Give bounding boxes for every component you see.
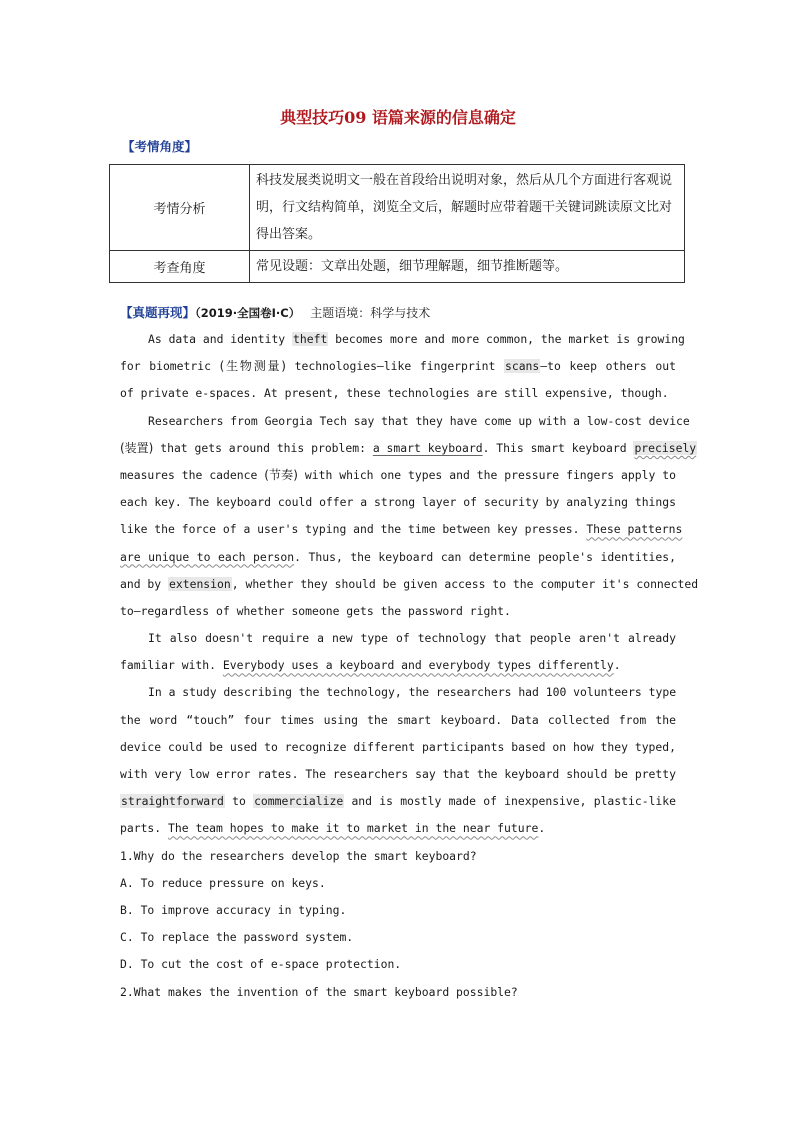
passage-line: and by extension, whether they should be given access to the computer it's connected bbox=[120, 576, 699, 591]
passage-line: of private e-spaces. At present, these technologies are still expensive, though. bbox=[120, 386, 669, 401]
table-row bbox=[110, 165, 685, 251]
highlighted-word: commercialize bbox=[254, 794, 344, 809]
passage-line: each key. The keyboard could offer a strong layer of security by analyzing things bbox=[120, 495, 676, 510]
answer-option: D. To cut the cost of e-space protection. bbox=[120, 957, 402, 972]
question-stem: 2.What makes the invention of the smart keyboard possible? bbox=[120, 984, 518, 999]
page-title: 典型技巧09 语篇来源的信息确定 bbox=[280, 108, 516, 127]
highlighted-word: theft bbox=[293, 332, 328, 346]
underlined-phrase: These patterns bbox=[586, 522, 683, 537]
passage-line: straightforward to commercialize and is mostly made of inexpensive, plastic-like bbox=[121, 794, 677, 809]
underlined-phrase: are unique to each person bbox=[120, 549, 295, 564]
passage-line: (装置) that gets around this problem: a smart keyboard. This smart keyboard precisely bbox=[120, 440, 697, 455]
passage-line: As data and identity theft becomes more and more common, the market is growing bbox=[148, 332, 685, 346]
passage-line: the word “touch” four times using the smart keyboard. Data collected from the bbox=[120, 712, 676, 727]
passage-line: to—regardless of whether someone gets the password right. bbox=[120, 603, 511, 618]
section-label: 【真题再现】 bbox=[120, 305, 196, 320]
passage-line: Researchers from Georgia Tech say that they have come up with a low-cost device bbox=[148, 413, 690, 428]
highlighted-word: scans bbox=[504, 359, 540, 374]
table-label: 考查角度 bbox=[110, 251, 250, 283]
passage-line: like the force of a user's typing and the time between key presses. These patterns bbox=[120, 522, 683, 537]
exam-source: （2019·全国卷Ⅰ·C） bbox=[195, 306, 301, 320]
passage-line: It also doesn't require a new type of technology that people aren't already bbox=[148, 631, 676, 646]
table-row bbox=[110, 251, 685, 283]
passage-line: measures the cadence (节奏) with which one types and the pressure fingers apply to bbox=[120, 467, 676, 482]
table-label: 考情分析 bbox=[110, 165, 250, 251]
table-value: 常见设题：文章出处题，细节理解题，细节推断题等。 bbox=[250, 251, 685, 283]
passage-line: familiar with. Everybody uses a keyboard and everybody types differently. bbox=[120, 658, 621, 673]
answer-option: C. To replace the password system. bbox=[120, 930, 354, 945]
section-heading-real-exam bbox=[120, 303, 430, 321]
highlighted-word: precisely bbox=[634, 440, 697, 455]
highlighted-word: extension bbox=[169, 576, 231, 591]
underlined-phrase: The team hopes to make it to market in the near future bbox=[168, 821, 539, 836]
passage-line: with very low error rates. The researchers say that the keyboard should be pretty bbox=[120, 767, 676, 781]
underlined-phrase: Everybody uses a keyboard and everybody types differently bbox=[222, 658, 614, 673]
answer-option: B. To improve accuracy in typing. bbox=[120, 902, 347, 917]
passage-line: device could be used to recognize different participants based on how they typed, bbox=[120, 739, 676, 754]
passage-line: parts. The team hopes to make it to market in the near future. bbox=[120, 821, 546, 836]
question-stem: 1.Why do the researchers develop the smart keyboard? bbox=[120, 848, 477, 863]
theme-context: 主题语境：科学与技术 bbox=[310, 306, 431, 320]
passage-line: for biometric (生物测量) technologies—like fingerprint scans—to keep others out bbox=[120, 359, 676, 374]
section-heading-exam-angle: 【考情角度】 bbox=[122, 139, 198, 154]
table-value: 科技发展类说明文一般在首段给出说明对象，然后从几个方面进行客观说明，行文结构简单，浏览全文后，解题时应带着题干关键词跳读原文比对得出答案。 bbox=[250, 165, 685, 251]
passage-line: In a study describing the technology, the researchers had 100 volunteers type bbox=[148, 685, 677, 700]
highlighted-word: straightforward bbox=[121, 794, 224, 809]
passage-line: are unique to each person. Thus, the keyboard can determine people's identities, bbox=[120, 549, 676, 564]
reading-passage bbox=[120, 326, 699, 1006]
answer-option: A. To reduce pressure on keys. bbox=[120, 875, 326, 890]
exam-info-table bbox=[109, 164, 685, 283]
underlined-phrase: a smart keyboard bbox=[372, 440, 483, 455]
